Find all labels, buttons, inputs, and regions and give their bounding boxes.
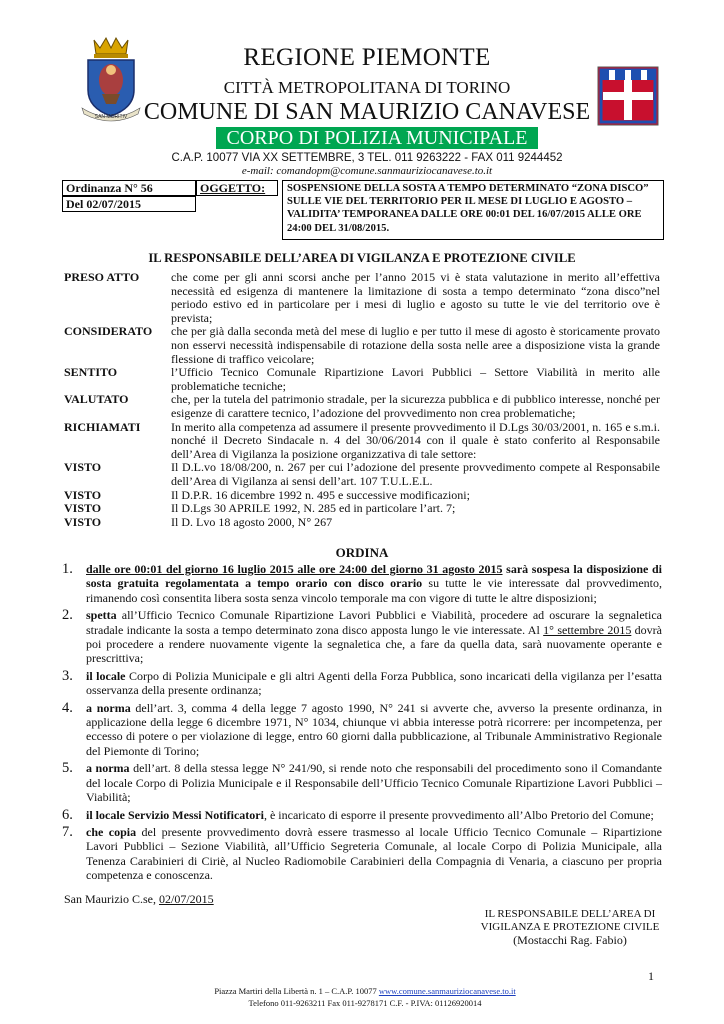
item-number: 4.	[62, 699, 73, 716]
signature-title-1: IL RESPONSABILE DELL’AREA DI	[484, 908, 656, 920]
item-number: 6.	[62, 806, 73, 823]
premise-key: VISTO	[64, 460, 102, 475]
subject-label: OGGETTO:	[196, 180, 278, 196]
footer-contacts: Telefono 011-9263211 Fax 011-9278171 C.F. - P.IVA: 01126920014	[248, 998, 482, 1008]
premise-text: l’Ufficio Tecnico Comunale Ripartizione Lavori Pubblici – Settore Viabilità in merito alle problematiche tecniche;	[171, 365, 660, 393]
premise-row	[64, 421, 660, 462]
premise-text: Il D.L.vo 18/08/200, n. 267 per cui l’adozione del presente provvedimento compete al Responsabile dell’Area di Vigilanza ai sensi dell’art. 107 T.U.L.E.L.	[171, 460, 660, 488]
premise-key: CONSIDERATO	[64, 324, 153, 339]
item-text-segment: del presente provvedimento dovrà essere trasmesso al locale Ufficio Tecnico Comunale – Ripartizione Lavori Pubblici – Sezione Viabilità, all’Ufficio Segreteria Comunale, al locale Corpo di Polizia Municipale, alla Tenenza Carabinieri di Ciriè, al Nucleo Radiomobile Carabinieri della Compagnia di Venaria, a ciascuno per propria competenza e conoscenza.	[86, 824, 662, 883]
item-text-segment: a norma	[86, 700, 131, 715]
item-text	[86, 562, 662, 605]
premise-key: RICHIAMATI	[64, 419, 141, 434]
item-text-segment: dovrà poi procedere a rendere nuovamente vigente la segnaletica che, a fare da quella data, sarà nuovamente operante e prescrittiva;	[86, 622, 663, 666]
ordina-item	[62, 562, 662, 605]
item-text	[86, 701, 662, 759]
premise-text: Il D.P.R. 16 dicembre 1992 n. 495 e successive modificazioni;	[171, 487, 470, 502]
ordina-item	[62, 701, 662, 759]
item-text-segment: a norma	[86, 761, 130, 776]
item-text-segment: Corpo di Polizia Municipale e gli altri Agenti della Forza Pubblica, sono incaricati della vigilanza per l’esatta osservanza della presente ordinanza;	[86, 668, 662, 698]
item-text-segment: dell’art. 3, comma 4 della legge 7 agosto 1990, N° 241 si avverte che, avverso la presente ordinanza, in applicazione della legge 6 dicembre 1971, N° 1034, chiunque vi abbia interesse potrà ricorrere: per incompetenza, per eccesso di potere o per violazione di legge, entro 60 giorni dalla pubblicazione, al Tribunale Amministrativo Regionale del Piemonte di Torino;	[86, 700, 662, 758]
item-number: 3.	[62, 667, 73, 684]
ordina-item	[62, 825, 662, 883]
item-text-segment: sarà sospesa la disposizione di sosta gratuita regolamentata a tempo orario con disco orario	[86, 562, 663, 591]
ordina-heading: ORDINA	[335, 545, 389, 560]
item-text-segment: , è incaricato di esporre il presente provvedimento all’Albo Pretorio del Comune;	[263, 807, 654, 822]
premise-row	[64, 516, 660, 530]
item-text-segment: spetta	[86, 608, 117, 623]
ordina-item	[62, 669, 662, 698]
item-text	[86, 761, 662, 804]
item-text-segment: 1° settembre 2015	[543, 622, 632, 637]
contact-email: e-mail: comandopm@comune.sanmauriziocanavese.to.it	[241, 165, 493, 177]
premise-key: VISTO	[64, 487, 102, 502]
item-text-segment: all’Ufficio Tecnico Comunale Ripartizione Lavori Pubblici e Viabilità, procedere ad oscurare la segnaletica stradale indicante la sosta a tempo determinato zona disco apposta lungo le vie interessate. Al	[86, 608, 662, 637]
item-text-segment: dalle ore 00:01 del giorno 16 luglio 2015 alle ore 24:00 del giorno 31 agosto 2015	[86, 562, 503, 576]
item-text	[86, 825, 662, 883]
footer	[150, 985, 580, 1009]
ordina-item	[62, 608, 662, 666]
premise-text: Il D. Lvo 18 agosto 2000, N° 267	[171, 514, 333, 529]
premise-text: Il D.Lgs 30 APRILE 1992, N. 285 ed in particolare l’art. 7;	[171, 501, 456, 516]
ordina-item	[62, 761, 662, 804]
premise-text: In merito alla competenza ad assumere il presente provvedimento il D.Lgs 30/03/2001, n. 165 e s.m.i. nonché il Decreto Sindacale n. 4 del 30/06/2014 con il quale è stato conferito al Responsabile dell’Area di Vigilanza la posizione organizzativa di tale settore:	[171, 419, 660, 461]
item-text	[86, 669, 662, 698]
premise-key: SENTITO	[64, 365, 118, 380]
signature-date: 02/07/2015	[159, 892, 214, 906]
item-number: 1.	[62, 561, 73, 577]
premise-row	[64, 393, 660, 420]
place-date	[64, 892, 214, 906]
footer-website-link[interactable]: www.comune.sanmauriziocanavese.to.it	[378, 986, 516, 996]
item-number: 5.	[62, 760, 73, 777]
premise-key: VISTO	[64, 514, 102, 529]
premise-row	[64, 489, 660, 503]
item-text-segment: il locale Servizio Messi Notificatori	[86, 807, 264, 822]
premise-row	[64, 502, 660, 516]
premise-row	[64, 366, 660, 393]
item-text-segment: che copia	[86, 824, 137, 839]
ordinance-date: Del 02/07/2015	[62, 196, 196, 212]
place-label: San Maurizio C.se,	[64, 892, 159, 906]
contact-address: C.A.P. 10077 VIA XX SETTEMBRE, 3 TEL. 011 9263222 - FAX 011 9244452	[171, 152, 563, 164]
ordina-items	[62, 562, 662, 886]
page-number: 1	[648, 969, 654, 983]
item-text-segment: su tutte le vie interessate dal provvedimento, rimanendo così consentita libera sosta senza vincolo temporale ma con vigore di tutte le altre disposizioni;	[86, 576, 662, 605]
crest-motto: SAN MORITIV	[94, 114, 128, 120]
premise-key: PRESO ATTO	[64, 270, 140, 284]
item-text-segment: il locale	[86, 668, 126, 683]
comune-title: COMUNE DI SAN MAURIZIO CANAVESE	[143, 99, 591, 125]
responsible-heading: IL RESPONSABILE DELL’AREA DI VIGILANZA E PROTEZIONE CIVILE	[148, 251, 576, 265]
premise-text: che per già dalla seconda metà del mese di luglio e per tutto il mese di agosto è storicamente provato non esservi necessità indispensabile di rotazione della sosta nelle aree a disposizione vista la grande flessione di traffico veicolare;	[171, 324, 660, 366]
premise-text: che come per gli anni scorsi anche per l’anno 2015 vi è stata valutazione in merito all’effettiva necessità ed esigenza di mantenere la limitazione di sosta a tempo determinato “zona disco”nel periodo estivo ed in particolare per i mesi di luglio e agosto su tutte le vie del territorio ove è prevista;	[171, 270, 660, 325]
premise-row	[64, 325, 660, 366]
piemonte-flag-icon	[597, 66, 659, 126]
item-number: 2.	[62, 607, 73, 624]
subject-text: SOSPENSIONE DELLA SOSTA A TEMPO DETERMINATO “ZONA DISCO” SULLE VIE DEL TERRITORIO PER IL MESE DI LUGLIO E AGOSTO – VALIDITA’ TEMPORANEA DALLE ORE 00:01 DEL 16/07/2015 ALLE ORE 24:00 DEL 31/08/2015.	[282, 180, 664, 240]
ordinance-number: Ordinanza N° 56	[62, 180, 196, 196]
metro-title: CITTÀ METROPOLITANA DI TORINO	[223, 78, 511, 97]
region-title: REGIONE PIEMONTE	[243, 44, 491, 71]
premises-list	[64, 271, 660, 529]
premise-key: VISTO	[64, 501, 102, 516]
item-number: 7.	[62, 823, 73, 840]
signature-block	[470, 908, 670, 947]
corpo-banner: CORPO DI POLIZIA MUNICIPALE	[216, 127, 538, 149]
signature-name: (Mostacchi Rag. Fabio)	[513, 933, 627, 947]
signature-title-2: VIGILANZA E PROTEZIONE CIVILE	[480, 921, 660, 933]
premise-row	[64, 461, 660, 488]
footer-address: Piazza Martiri della Libertà n. 1 – C.A.P. 10077	[214, 986, 379, 996]
premise-text: che, per la tutela del patrimonio stradale, per la sicurezza pubblica e di pubblico interesse, nonché per esigenze di carattere tecnico, l’adozione del provvedimento non crea problematiche;	[171, 392, 660, 420]
premise-row	[64, 271, 660, 325]
item-text	[86, 608, 662, 666]
item-text	[86, 808, 662, 822]
ordina-item	[62, 808, 662, 822]
item-text-segment: dell’art. 8 della stessa legge N° 241/90, si rende noto che responsabili del procedimento sono il Comandante del locale Corpo di Polizia Municipale e il Responsabile dell’Ufficio Tecnico Comunale Ripartizione Lavori Pubblici – Viabilità;	[86, 761, 662, 805]
premise-key: VALUTATO	[64, 392, 129, 407]
